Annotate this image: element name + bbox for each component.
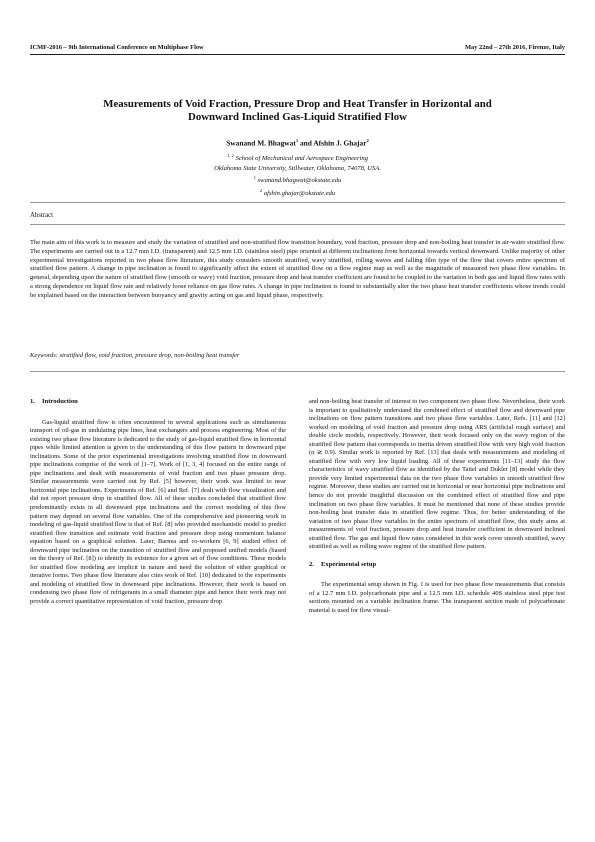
author-separator: and	[298, 138, 314, 148]
abstract-heading: Abstract	[30, 212, 54, 219]
email-1-sup: 1	[253, 175, 256, 181]
author-2-sup: 2	[366, 138, 369, 143]
abstract-text: The main aim of this work is to measure and study the variation of stratified and non-stratified flow transition boundary, void fraction, pressure drop and non-boiling heat transfer in air-water stratified flow. The experiments are carried out in a 12.7 mm I.D. (transparent) and 12.5 mm I.D. (stainless steel) pipe oriented at different inclinations from horizontal towards vertical downward. Unlike majority of other experimental investigations reported in two phase flow literature, this study considers smooth stratified, wavy stratified, rolling waves and falling film type of the flow that covers entire spectrum of stratified flow pattern. A change in pipe inclination is found to significantly affect the extent of stratified flow on a flow regime map as well as the magnitude of measured two phase flow variables. In general, depending upon the nature of stratified flow (smooth or wavy) void fraction, pressure drop and heat transfer coefficient are found to be coupled to the variation in both gas and liquid flow rates with a strong dependence on liquid flow rate and relatively loose reliance on gas flow rates. A change in pipe inclination is found to substantially alter the two phase heat transfer coefficients whose trends could be explained based on the interaction between buoyancy and gravity acting on gas and liquid phase, respectively.	[30, 239, 565, 299]
author-1-sup: 1	[295, 138, 299, 143]
author-2: Afshin J. Ghajar	[313, 138, 367, 148]
affiliation-line-2: Oklahoma State University, Stillwater, Oklahoma, 74078, USA.	[214, 164, 381, 172]
abstract-top-rule	[30, 202, 565, 203]
abstract-bottom-rule	[30, 371, 565, 372]
section-2-title: Experimental setup	[321, 560, 377, 568]
email-1: swanand.bhagwat@okstate.edu	[257, 177, 342, 185]
affiliation-department: School of Mechanical and Aerospace Engineering	[235, 155, 368, 163]
affiliation-line-1	[60, 151, 535, 164]
section-2-heading	[309, 561, 565, 570]
intro-paragraph-1: Gas-liquid stratified flow is often encountered in several applications such as simultaneous transport of oil-gas in undulating pipe lines, heat exchangers and process engineering. Most of the existing two phase flow literature is dedicated to the study of gas-liquid stratified flow in horizontal pipes while limited attention is given to the understanding of this flow pattern in downward pipe inclinations. Some of the prior experimental investigations involving stratified flow in downward pipe inclinations comprise of the work of [1–7]. Work of [1, 3, 4] focused on the entire range of pipe inclinations and dealt with measurements of void fraction and two phase pressure drop. Similar measurements were carried out by Ref. [5] however, their work was limited to near horizontal pipe inclinations. Experiments of Ref. [6] and Ref. [7] dealt with flow visualization and did not report pressure drop in stratified flow. All of these studies concluded that stratified flow predominantly exists in all downward pipe inclinations and the correct modeling of this flow pattern may depend on several flow variables. One of the comprehensive and pioneering work in modeling of gas-liquid stratified flow is that of Ref. [8] who provided mechanistic model to predict stratified flow transition and estimate void fraction and pressure drop using momentum balance equation based on a graphical solution. Later, Barnea and co-workers [6, 9] studied effect of downward pipe inclination on the transition of stratified flow and proposed unified models (based on the theory of Ref. [8]) to identify its existence for a given set of flow conditions. These models for stratified flow modeling are implicit in nature and need the solution of either graphical or iterative forms. Two phase flow literature also cites work of Ref. [10] dedicated to the experiments and modeling of stratified flow in downward pipe inclinations. However, their work is based on condensing two phase flow of refrigerants in a small diameter pipe and hence their work may not provide a correct quantitative representation of void fraction, pressure drop	[30, 418, 286, 606]
keywords: Keywords: stratified flow, void fraction, pressure drop, non-boiling heat transfer	[30, 352, 240, 359]
header-date-location: May 22nd – 27th 2016, Firenze, Italy	[465, 44, 565, 51]
column-left	[30, 398, 286, 607]
affiliation-block	[60, 151, 535, 199]
section-1-title: Introduction	[42, 398, 78, 405]
email-2-sup: 2	[259, 188, 263, 194]
section-2-number: 2.	[309, 560, 314, 568]
paper-title	[60, 98, 535, 124]
section-1-heading	[30, 398, 286, 407]
abstract-heading-rule	[30, 224, 565, 225]
title-line-2: Downward Inclined Gas-Liquid Stratified Flow	[188, 111, 407, 123]
author-list	[60, 138, 535, 147]
email-line-1	[60, 173, 535, 186]
email-line-2	[60, 186, 535, 199]
title-line-1: Measurements of Void Fraction, Pressure Drop and Heat Transfer in Horizontal and	[103, 98, 492, 110]
header-rule	[30, 54, 565, 55]
email-2: afshin.ghajar@okstate.edu	[263, 190, 336, 198]
author-1: Swanand M. Bhagwat	[226, 138, 296, 148]
section-gap	[309, 552, 565, 561]
section-1-number: 1.	[30, 398, 35, 405]
column-right	[309, 398, 565, 616]
intro-paragraph-2: and non-boiling heat transfer of interest to two component two phase flow. Nevertheless, their work is important to qualitatively understand the combined effect of stratified flow and downward pipe inclinations on flow pattern transitions and two phase flow variables. Later, Refs. [11] and [12] worked on modeling of void fraction and pressure drop using ARS (artificial rough surface) and double circle models, respectively. However, their work focused only on the wavy region of the stratified flow pattern that corresponds to inertia driven stratified flow with very high void fraction (α ≳ 0.9). Similar work is reported by Ref. [13] that deals with measurements and modeling of stratified flow with very low liquid loading. All of these experiments [11–13] study the flow characteristics of wavy stratified flow as identified by the Taitel and Dukler [8] model while they provide very limited experimental data on the two phase flow variables in smooth stratified flow regime. Moreover, these studies are carried out in horizontal or near horizontal pipe inclinations and hence do not provide insightful discussion on the combined effect of stratified flow and pipe inclination on two phase flow variables. It must be mentioned that none of these studies provide non-boiling heat transfer data in stratified flow regime. Thus, for better understanding of the variation of two phase flow variables in the entire spectrum of stratified flow, this study aims at measurements of void fraction, pressure drop and heat transfer coefficient in downward inclined stratified flow. The gas and liquid flow rates considered in this work cover smooth stratified, wavy stratified as well as rolling wave regime of the stratified flow pattern.	[309, 398, 565, 551]
header-conference: ICMF-2016 – 9th International Conference on Multiphase Flow	[30, 44, 204, 51]
setup-paragraph-1: The experimental setup shown in Fig. 1 is used for two phase flow measurements that consists of a 12.7 mm I.D. polycarbonate pipe and a 12.5 mm I.D. schedule 40S stainless steel pipe test sections mounted on a variable inclination frame. The transparent section made of polycarbonate material is used for flow visual-	[309, 581, 565, 615]
affiliation-sup: 1, 2	[227, 153, 234, 158]
